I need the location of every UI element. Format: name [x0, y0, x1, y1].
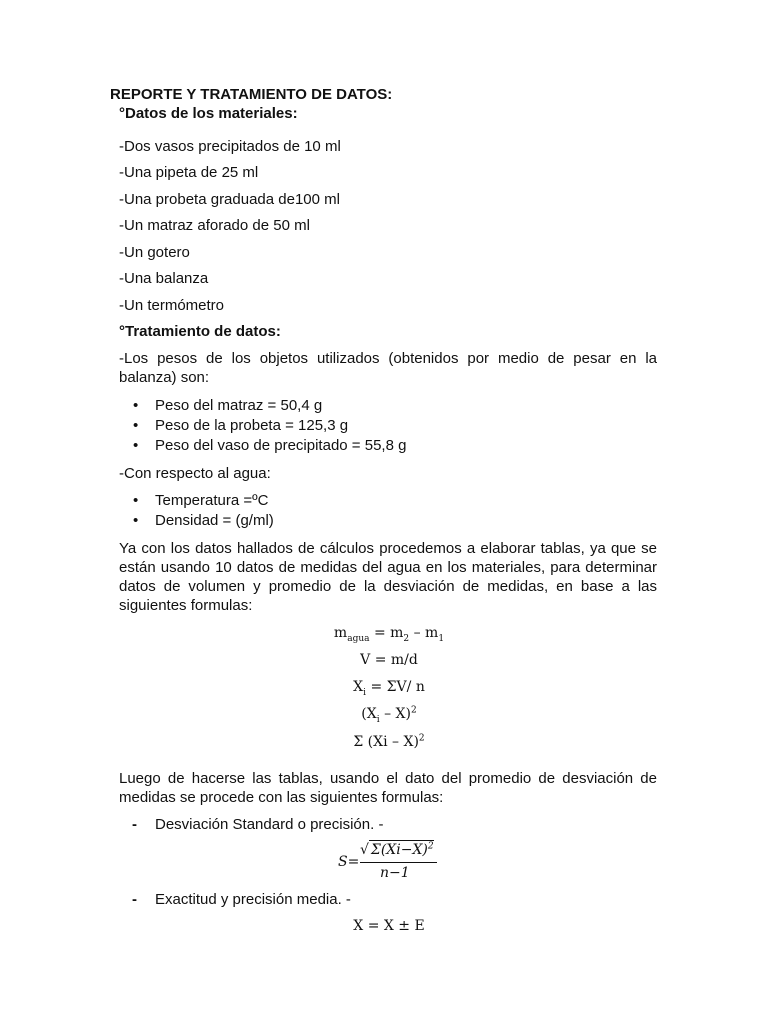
formula-mean: $X_i = \Sigma V/$ n — [353, 679, 425, 698]
list-item: • Peso del vaso de precipitado = 55,8 g — [133, 437, 407, 454]
formula-mass: $m_{agua} = m_2 - m_1$ — [333, 625, 445, 644]
list-item: - Desviación Standard o precisión. - — [132, 816, 384, 833]
material-item: -Un matraz aforado de 50 ml — [119, 217, 310, 234]
weights-list — [119, 396, 406, 456]
material-item: -Un termómetro — [119, 297, 225, 314]
treatment-heading: °Tratamiento de datos: — [119, 323, 281, 340]
bullet-icon: • — [133, 437, 139, 454]
water-intro: -Con respecto al agua: — [119, 465, 271, 482]
dash-icon: - — [132, 816, 137, 833]
dash-icon: - — [132, 891, 137, 908]
bullet-icon: • — [133, 397, 139, 414]
list-item: • Peso del matraz = 50,4 g — [133, 397, 323, 414]
materials-heading: °Datos de los materiales: — [119, 105, 298, 122]
after-tables-paragraph: Luego de hacerse las tablas, usando el dato del promedio de desviación de medidas se procede con las siguientes formulas: — [119, 770, 657, 806]
bullet-icon: • — [133, 417, 139, 434]
material-item: -Una probeta graduada de100 ml — [119, 191, 340, 208]
list-item: • Peso de la probeta = 125,3 g — [133, 417, 349, 434]
material-item: -Una balanza — [119, 270, 209, 287]
material-item: -Dos vasos precipitados de 10 ml — [119, 138, 341, 155]
weights-intro: -Los pesos de los objetos utilizados (obtenidos por medio de pesar en la balanza) son: — [119, 350, 657, 386]
formula-items-list-2 — [119, 890, 351, 909]
list-item: • Temperatura =ºC — [133, 492, 269, 509]
formula-items-list — [119, 815, 383, 834]
tables-paragraph: Ya con los datos hallados de cálculos procedemos a elaborar tablas, ya que se están usando 10 datos de medidas del agua en los materiales, para determinar datos de volumen y promedio de la desviación de medidas, en base a las siguientes formulas: — [119, 540, 657, 614]
formula-volume: V = m/d — [360, 652, 418, 668]
document-page: REPORTE Y TRATAMIENTO DE DATOS: °Datos de los materiales: -Dos vasos precipitados de 10 ml -Una pipeta de 25 ml -Una probeta graduada de100 ml -Un matraz aforado de 50 ml -Un gotero -Una balanza -Un termómetro °Tratamiento de datos: -Los pesos de los objetos utilizados (obtenidos por medio de pesar en la balanza) son: • Peso del matraz = 50,4 g • Peso de la probeta = 125,3 g • Peso del vaso de precipitado = 55,8 g -Con respecto al agua: • Temperatura =ºC • Densidad = (g/ml) Ya con los datos hallados de cálculos procedemos a elaborar tablas, ya que se están usando 10 datos de medidas del agua en los materiales, para determinar datos de volumen y promedio de la desviación de medidas, en base a las siguientes formulas: $m_{agua} = m_2 - m_1$ V = m/d $X_i = \Sigma V/$ n $(X_i - X)^2$ Σ (Xi – X)$^2$ Luego de hacerse las tablas, usando el dato del promedio de desviación de medidas se procede con las siguientes formulas: - Desviación Standard o precisión. - S= √ $\Sigma(Xi-X)^2$ n−1 - Exactitud y precisión media. - X = X ± E — [0, 0, 768, 1024]
bullet-icon: • — [133, 512, 139, 529]
water-list — [119, 491, 274, 531]
page-title: REPORTE Y TRATAMIENTO DE DATOS: — [110, 86, 393, 103]
material-item: -Una pipeta de 25 ml — [119, 164, 259, 181]
formula-exactitude: X = X ± E — [353, 918, 425, 934]
list-item: - Exactitud y precisión media. - — [132, 891, 351, 908]
formula-sum-deviation: Σ (Xi – X)$^2$ — [353, 733, 425, 750]
list-item: • Densidad = (g/ml) — [133, 512, 274, 529]
formula-deviation-square: $(X_i - X)^2$ — [361, 705, 417, 725]
fraction-bar — [360, 862, 437, 863]
material-item: -Un gotero — [119, 244, 190, 261]
bullet-icon: • — [133, 492, 139, 509]
